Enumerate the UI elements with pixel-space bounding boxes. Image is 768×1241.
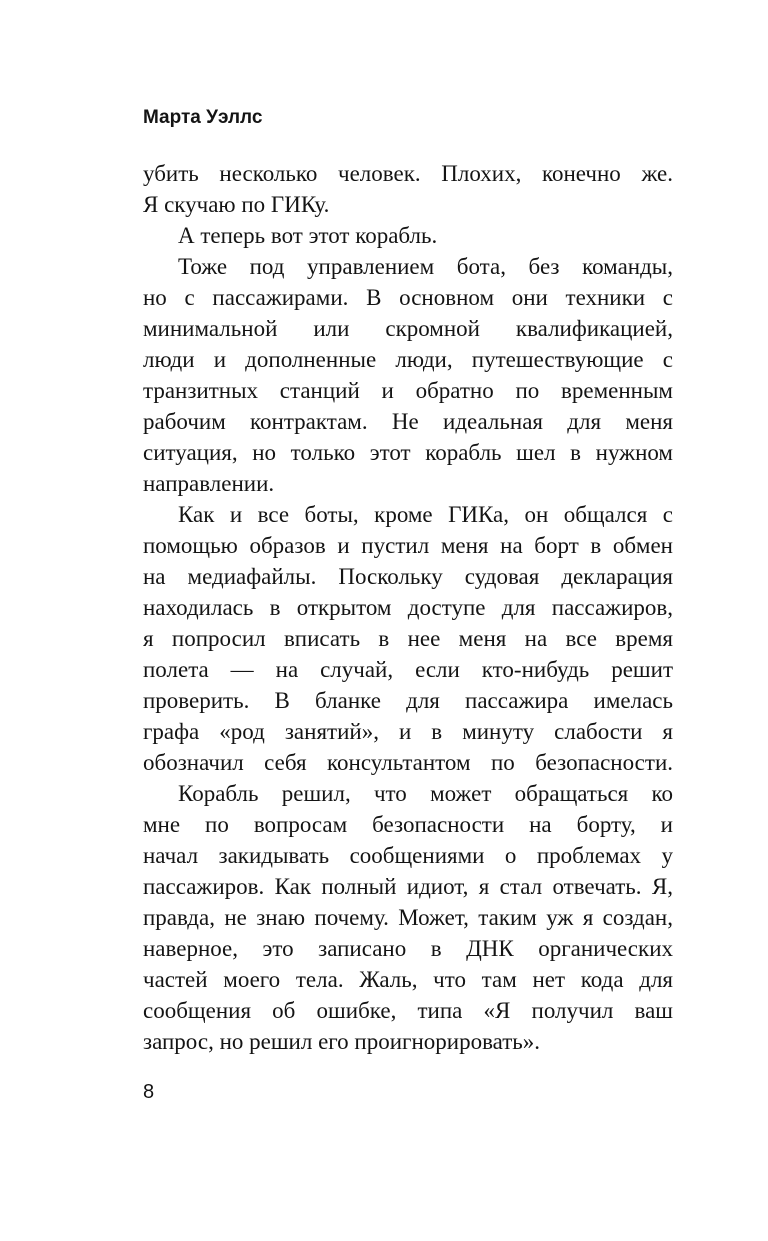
text-line: рабочим контрактам. Не идеальная для меня xyxy=(143,409,673,434)
text-line: но с пассажирами. В основном они техники с xyxy=(143,285,673,310)
text-line: А теперь вот этот корабль. xyxy=(178,223,438,248)
page-number: 8 xyxy=(143,1081,155,1103)
text-line: на медиафайлы. Поскольку судовая декларация xyxy=(143,564,673,589)
text-line: запрос, но решил его проигнорировать». xyxy=(143,1029,541,1054)
paragraph xyxy=(143,220,673,251)
text-line: частей моего тела. Жаль, что там нет кода для xyxy=(143,967,673,992)
text-line: полета — на случай, если кто-нибудь решит xyxy=(143,657,673,682)
text-line: сообщения об ошибке, типа «Я получил ваш xyxy=(143,998,673,1023)
text-line: Тоже под управлением бота, без команды, xyxy=(178,254,673,279)
text-line: начал закидывать сообщениями о проблемах у xyxy=(143,843,673,868)
text-line: транзитных станций и обратно по временным xyxy=(143,378,673,403)
text-line: убить несколько человек. Плохих, конечно же. xyxy=(143,161,673,186)
text-line: ситуация, но только этот корабль шел в нужном xyxy=(143,440,673,465)
text-line: пассажиров. Как полный идиот, я стал отвечать. Я, xyxy=(143,874,673,899)
text-line: Корабль решил, что может обращаться ко xyxy=(178,781,673,806)
paragraph xyxy=(143,499,673,778)
text-line: находилась в открытом доступе для пассажиров, xyxy=(143,595,673,620)
text-line: Я скучаю по ГИКу. xyxy=(143,192,330,217)
paragraph xyxy=(143,251,673,499)
running-head-author: Марта Уэллс xyxy=(143,107,263,128)
text-line: наверное, это записано в ДНК органических xyxy=(143,936,673,961)
text-line: направлении. xyxy=(143,471,275,496)
text-line: графа «род занятий», и в минуту слабости я xyxy=(143,719,673,744)
text-line: люди и дополненные люди, путешествующие с xyxy=(143,347,673,372)
text-line: обозначил себя консультантом по безопасности. xyxy=(143,750,673,775)
text-line: Как и все боты, кроме ГИКа, он общался с xyxy=(178,502,673,527)
text-line: помощью образов и пустил меня на борт в обмен xyxy=(143,533,673,558)
body-text xyxy=(143,158,673,1057)
paragraph xyxy=(143,778,673,1057)
text-line: минимальной или скромной квалификацией, xyxy=(143,316,673,341)
text-line: мне по вопросам безопасности на борту, и xyxy=(143,812,673,837)
text-line: я попросил вписать в нее меня на все время xyxy=(143,626,673,651)
text-line: проверить. В бланке для пассажира имелась xyxy=(143,688,673,713)
paragraph xyxy=(143,158,673,220)
text-line: правда, не знаю почему. Может, таким уж я создан, xyxy=(143,905,673,930)
